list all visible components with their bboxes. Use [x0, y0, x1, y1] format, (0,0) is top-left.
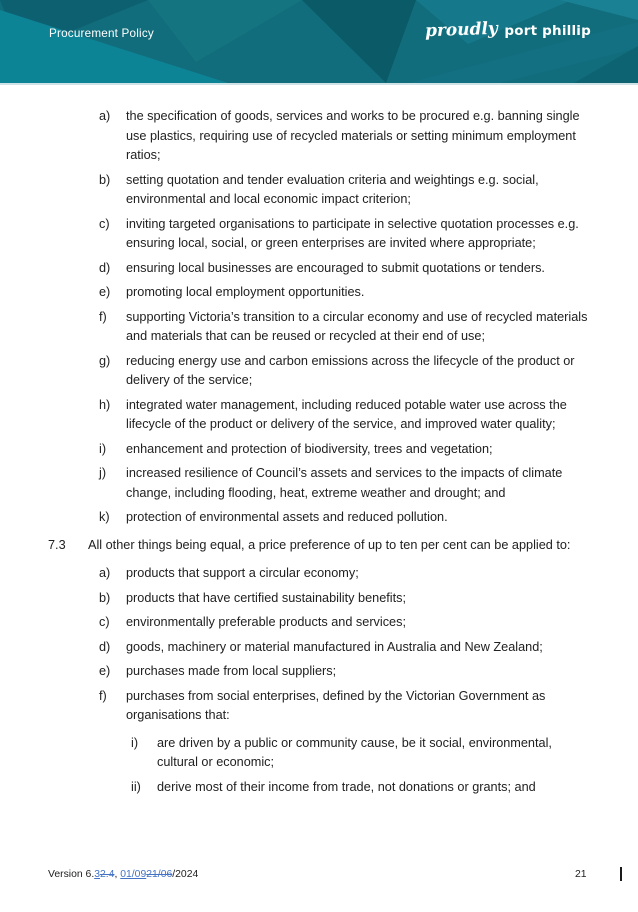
list-item-text: enhancement and protection of biodiversity, trees and vegetation;	[126, 441, 493, 456]
clause-7-3	[48, 536, 638, 556]
list-item-a	[99, 107, 638, 166]
list-item-label: d)	[99, 639, 111, 654]
header-mosaic-background	[0, 0, 638, 83]
list-item-label: e)	[99, 285, 111, 299]
list-item-label: i)	[131, 735, 139, 750]
list-item-b	[99, 171, 638, 210]
list-item-label: k)	[99, 510, 110, 524]
list-item-label: b)	[99, 590, 111, 605]
list-item-text: goods, machinery or material manufactured in Australia and New Zealand;	[126, 639, 543, 654]
list-item-text: products that support a circular economy;	[126, 566, 359, 580]
list2-item-d	[99, 638, 638, 658]
list-item-text: are driven by a public or community cause, be it social, environmental, cultural or economic;	[157, 735, 552, 769]
list-item-k	[99, 508, 638, 528]
list-item-text: purchases made from local suppliers;	[126, 664, 337, 678]
logo-proudly-script-text: proudly	[424, 18, 498, 42]
page-number: 21	[575, 869, 587, 880]
list-item-text: purchases from social enterprises, defined by the Victorian Government as organisations that:	[126, 688, 546, 722]
council-logo	[425, 20, 591, 40]
list-item-d	[99, 259, 638, 279]
list2-item-b	[99, 589, 638, 609]
list-item-text: protection of environmental assets and reduced pollution.	[126, 510, 448, 524]
list-item-label: ii)	[131, 779, 141, 794]
list2-item-e	[99, 662, 638, 682]
list-item-text: products that have certified sustainability benefits;	[126, 590, 406, 605]
inserted-date: 01/09	[120, 869, 147, 880]
version-tracked-changes-text	[48, 869, 198, 880]
list-item-text: inviting targeted organisations to participate in selective quotation processes e.g. ensuring local, social, or green enterprises are invited where appropriate;	[126, 216, 579, 250]
list-item-text: environmentally preferable products and services;	[126, 615, 406, 629]
list-item-text: integrated water management, including reduced potable water use across the lifecycle of the product or delivery of the service, and improved water quality;	[126, 397, 567, 431]
list-item-label: g)	[99, 353, 111, 368]
list-item-j	[99, 464, 638, 503]
clause-text: All other things being equal, a price preference of up to ten per cent can be applied to:	[88, 537, 571, 552]
list-item-label: c)	[99, 615, 110, 629]
list-item-label: d)	[99, 260, 111, 275]
document-body	[0, 83, 638, 802]
list-item-label: j)	[99, 466, 107, 480]
list-item-text: promoting local employment opportunities.	[126, 285, 365, 299]
sublist-item-i	[131, 734, 638, 773]
list2-item-f	[99, 687, 638, 726]
list-item-text: derive most of their income from trade, not donations or grants; and	[157, 779, 536, 794]
version-separator: ,	[114, 869, 121, 880]
page-header-banner	[0, 0, 638, 85]
list-item-label: f)	[99, 688, 107, 703]
date-year-suffix: /2024	[172, 869, 199, 880]
deleted-date: 21/06	[146, 869, 173, 880]
sublist-item-ii	[131, 778, 638, 798]
clause-number: 7.3	[48, 537, 66, 552]
deleted-version-number: 2.4	[100, 869, 115, 880]
list-item-text: the specification of goods, services and works to be procured e.g. banning single use plastics, requiring use of recycled materials or setting minimum employment ratios;	[126, 109, 580, 162]
list-item-label: h)	[99, 397, 111, 412]
list-item-label: a)	[99, 109, 111, 123]
list-item-c	[99, 215, 638, 254]
list-item-g	[99, 352, 638, 391]
version-prefix: Version 6.	[48, 869, 95, 880]
list2-item-a	[99, 564, 638, 584]
list-item-text: reducing energy use and carbon emissions across the lifecycle of the product or delivery of the service;	[126, 353, 575, 387]
inserted-version-number: 3	[94, 869, 100, 880]
list-item-text: ensuring local businesses are encouraged to submit quotations or tenders.	[126, 260, 545, 275]
list-item-i	[99, 440, 638, 460]
logo-port-phillip-text: port phillip	[504, 23, 591, 39]
list-item-f	[99, 308, 638, 347]
list-item-text: supporting Victoria’s transition to a circular economy and use of recycled materials and materials that can be reused or recycled at their end of use;	[126, 309, 588, 343]
list-item-label: f)	[99, 309, 107, 324]
list-item-text: increased resilience of Council’s assets and services to the impacts of climate change, including flooding, heat, extreme weather and drought; and	[126, 466, 563, 500]
document-title: Procurement Policy	[49, 27, 154, 40]
list-item-label: i)	[99, 441, 107, 456]
list-item-label: a)	[99, 566, 111, 580]
list-item-label: e)	[99, 664, 111, 678]
list2-item-c	[99, 613, 638, 633]
list-item-label: c)	[99, 216, 110, 231]
list-item-text: setting quotation and tender evaluation criteria and weightings e.g. social, environmental and local economic impact criterion;	[126, 172, 539, 206]
list-item-label: b)	[99, 172, 111, 187]
page-footer	[0, 866, 638, 886]
list-item-h	[99, 396, 638, 435]
revision-change-bar	[620, 867, 622, 881]
list-item-e	[99, 283, 638, 303]
